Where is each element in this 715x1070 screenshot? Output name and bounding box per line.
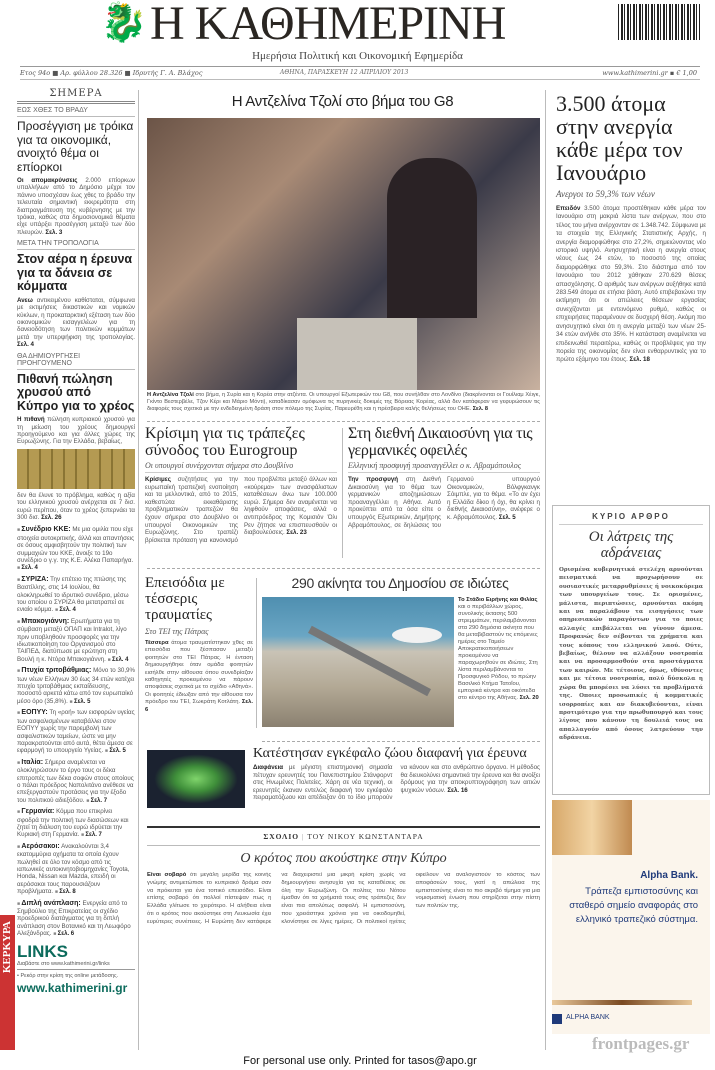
story-body: Διαφάνεια με μέγιστη επιστημονική σημασία πέτυχαν ερευνητές του Πανεπιστημίου Στάνφορντ στις Ηνωμένες Πολιτείες. Χάρη σε νέα τεχνική, οι ερευνητές έκαναν εντελώς διαφανή τον εγκέφαλο πειραματόζωου και απέδειξαν ότι το ίδιο μπορούν να κάνουν και στο ανθρώπινο όργανο. Η μέθοδος θα διευκολύνει σημαντικά την έρευνα και θα ανοίξει δρόμους για την αποκρυπτογράφηση των αιτιών ψυχικών νόσων. Σελ. 16 (253, 764, 540, 802)
brief-item[interactable]: ■ Διπλή ανάπλαση: Ενεργεία από το Σημβούλιο της Επικρατείας οι σχέδιο προεδρικού διατάγματος για τη διπλή ανάπλαση στον Βοτανικό και τη Λεωφόρο Αλεξάνδρας. ■ Σελ. 6 (17, 900, 135, 939)
divider (147, 568, 540, 569)
story-body: Επειδόν 3.500 άτομα προστέθηκαν κάθε μέρα τον Ιανουάριο στη μακριά λίστα των ανέργων, που στο τέλος του μήνα ανέρχονταν σε 1.348.742. Σύμφωνα με τα στοιχεία της Ελληνικής Στατιστικής Αρχής, η ανεργία διαμορφώθηκε στο 27,2%, σημειώνοντας νέο ιστορικό υψηλό. Ανησυχητική είναι η ανεργία στους νέους έως 24 ετών, το ποσοστό της οποίας διαμορφώθηκε στο 59,3%. Στο διάστημα από τον Ιανουάριο του 2012 χάθηκαν 270.629 θέσεις απασχόλησης. Ο αριθμός των ανέργων αυξήθηκε κατά 283.549 άτομα σε ετήσια βάση. Αυτό επιβεβαιώνει την εκτίμηση ότι οι απώλειες θέσεων εργασίας συνεχίζονται με εντεινόμενο ρυθμό, καθώς οι επιχειρήσεις παραμένουν σε δυσχερή θέση. Ακόμη πιο ανησυχητικό είναι ότι η ανεργία μεταξύ των νέων 25-34 ετών ανήλθε στο 35%. Η κατάσταση αναμένεται να επιδεινωθεί περαιτέρω, καθώς οι προβλέψεις για την πορεία της οικονομίας δεν είναι ενθαρρυντικές για το πρώτο εξάμηνο του έτους. Σελ. 18 (556, 205, 706, 364)
story-subtitle: Ανεργοι το 59,3% των νέων (556, 189, 655, 199)
story-body: Ανεω αντικειμένου καθίσταται, σύμφωνα με εκτιμήσεις δικαστικών και νομικών κύκλων, η προκαταρκτική εξέταση των δύο οικονομικών εισαγγελέων για τη δανειοδότηση των πολιτικών κομμάτων μετά την υπερψήφιση της τροπολογίας. Σελ. 4 (17, 296, 135, 349)
ad-logo-text: ALPHA BANK (566, 1014, 610, 1021)
links-title: LINKS (17, 941, 68, 961)
brain-photo (147, 750, 245, 808)
briefs (17, 526, 135, 938)
ad-text: Τράπεζα εμπιστοσύνης και σταθερό σημείο αναφοράς στο ελληνικό τραπεζικό σύστημα. (569, 886, 698, 925)
hague-story[interactable] (348, 425, 540, 529)
comment-section (147, 826, 540, 1044)
editorial-title[interactable]: Οι λάτρεις της αδράνειας (588, 529, 674, 561)
divider (147, 421, 540, 422)
divider (342, 428, 343, 558)
divider (20, 66, 700, 67)
story-kicker: ΜΕΤΑ ΤΗΝ ΤΡΟΠΟΛΟΓΙΑ (17, 240, 135, 250)
alpha-bank-logo-icon (552, 1014, 562, 1024)
links-text[interactable]: Διαβάστε στο www.kathimerini.gr/links (17, 961, 135, 970)
column-divider (138, 90, 139, 1050)
newspaper-subtitle: Ημερήσια Πολιτική και Οικονομική Εφημερίδα (252, 50, 463, 62)
story-subtitle: Ελληνική προσφυγή προαναγγέλλει ο κ. Αβραμόπουλος (348, 461, 540, 473)
gold-bars-photo (17, 449, 135, 489)
ad-stripe (552, 1000, 692, 1005)
brief-item[interactable]: ■ Γερμανία: Κόμμα που επικρίνει σφοδρά την πολιτική των διασώσεων και ζητεί τη διάλυση του ευρώ ιδρύεται την Κυριακή στη Γερμανία. ■ Σελ. 7 (17, 808, 135, 840)
section-title: ΣΗΜΕΡΑ (17, 88, 135, 104)
story-subtitle: Στο ΤΕΙ της Πάτρας (145, 627, 209, 636)
left-story[interactable] (17, 353, 135, 522)
barcode-icon (618, 4, 700, 40)
story-body: Κρίσιμες συζητήσεις για την ευρωπαϊκή τραπεζική ενοποίηση και τα μελλοντικά, από το 2015, καθεστώτα εκκαθάρισης προβληματικών τραπεζών θα έχουν σήμερα στο Δουβλίνο οι υπουργοί Οικονομικών της Ευρωζώνης. Στο τραπέζι βρίσκεται πρόταση για κανονισμό που προβλέπει μεταξύ άλλων και «κούρεμα» των ανασφάλιστων καταθέσεων άνω των 100.000 ευρώ. Σήμερα δεν αναμένεται να ληφθούν αποφάσεις, αλλά ο αντιπρόεδρος της Κομισιόν Όλι Ρεν ζήτησε να επισπευσθούν οι διαβουλεύσεις. Σελ. 23 (145, 476, 337, 544)
print-footer: For personal use only. Printed for tasos@apo.gr (243, 1055, 477, 1067)
story-title[interactable]: Προσέγγιση με τρόικα για τα οικονομικά, ανοιχτό θέμα οι επίορκοι (17, 119, 134, 174)
website-link[interactable]: www.kathimerini.gr (17, 980, 128, 995)
column-image (552, 800, 632, 855)
divider (256, 578, 257, 728)
frontpages-watermark: frontpages.gr (592, 1034, 690, 1053)
story-kicker: ΘΑ ΔΗΜΙΟΥΡΓΗΣΕΙ ΠΡΟΗΓΟΥΜΕΝΟ (17, 353, 135, 370)
links-item[interactable]: • Ρεκόρ στην κρίση της online μετάδοσης. (17, 972, 119, 979)
top-headline[interactable]: Η Αντζελίνα Τζολί στο βήμα του G8 (231, 93, 454, 110)
story-body-cont: δεν θα έλυνε το πρόβλημα, καθώς η αξία του ελληνικού χρυσού ανέρχεται σε 7 δισ. ευρώ περίπου, όταν το χρέος ξεπερνάει τα 300 δισ. Σελ. 26 (17, 491, 135, 521)
alpha-bank-ad[interactable] (552, 800, 710, 1034)
story-kicker: ΕΩΣ ΧΘΕΣ ΤΟ ΒΡΑΔΥ (17, 107, 135, 117)
left-story[interactable] (17, 240, 135, 348)
edition-info: Ετος 94ο ■ Αρ. φύλλου 28.326 ■ Ιδρυτής Γ. Α. Βλάχος (20, 69, 203, 77)
comment-author: ΤΟΥ ΝΙΚΟΥ ΚΩΝΣΤΑΝΤΑΡΑ (307, 832, 424, 841)
brief-item[interactable]: ■ Αερόσακοι: Ανακαλούνται 3,4 εκατομμύρια οχήματα τα οποία έχουν πωληθεί σε όλο τον κόσμο από τις ιαπωνικές αυτοκινητοβιομηχανίες Toyota, Honda, Nissan και Mazda, επειδή οι αερόσακοι τους παρουσιάζουν προβλήματα. ■ Σελ. 8 (17, 843, 135, 897)
griffin-logo-icon: 🐉 (100, 2, 148, 44)
newspaper-title: Η ΚΑΘΗΜΕΡΙΝΗ (150, 0, 506, 50)
brief-item[interactable]: ■ Συνέδριο ΚΚΕ: Με μια ομιλία που είχε στοιχεία αυτοκριτικής, άλλά και απαντήσεις σε όσους αμφισβητούν την πολιτική των συμμαχιών του ΚΚΕ, άνοιξε το 19ο συνέδριο ο γ.γ. της Κ.Ε. Αλέκα Παπαρήγα. ■ Σελ. 4 (17, 526, 135, 572)
brief-item[interactable]: ■ ΣΥΡΙΖΑ: Την επέτειο της πτώσης της Βαστίλλης, στις 14 Ιουλίου, θα ολοκληρωθεί το ιδρυτικό συνέδριο, μέσω του οποίου ο ΣΥΡΙΖΑ θα μετατραπεί σε ενιαίο κόμμα. ■ Σελ. 4 (17, 576, 135, 615)
brief-item[interactable]: ■ ΕΟΠΥΥ: Τη «ροή» των εισφορών υγείας των ασφαλισμένων καταβάλλει στον ΕΟΠΥΥ χωρίς την παρεμβολή των ασφαλιστικών ταμείων, ώστε να μην παρακρατούνται από αυτά, θέτει άμεσα σε εφαρμογή το υπουργείο Υγείας. ■ Σελ. 5 (17, 709, 135, 755)
editorial-label: ΚΥΡΙΟ ΑΡΘΡΟ (559, 512, 703, 525)
podium (297, 318, 417, 390)
comment-title[interactable]: Ο κρότος που ακούστηκε στην Κύπρο (240, 851, 447, 866)
story-title[interactable]: Πιθανή πώληση χρυσού από Κύπρο για το χρέος (17, 371, 135, 413)
story-title[interactable]: Επεισόδια με τέσσερις τραυματίες (145, 575, 225, 623)
column-divider (545, 90, 546, 1050)
site-and-price: www.kathimerini.gr ▪ € 1,00 (602, 69, 697, 77)
story-title[interactable]: Στη διεθνή Δικαιοσύνη για τις γερμανικές οφειλές (348, 425, 533, 459)
story-title[interactable]: Κατέστησαν εγκέφαλο ζώου διαφανή για έρευνα (253, 746, 527, 761)
brief-item[interactable]: ■ Πτυχία τριτοβάθμιας: Μόνο το 30,9% των νέων Ελλήνων 30 έως 34 ετών κατέχει πτυχίο τριτοβάθμιας εκπαίδευσης, ποσοστό αρκετά κάτω από τον ευρωπαϊκό μέσο όρο (35,8%). ■ Σελ. 5 (17, 667, 135, 706)
properties-body: Το Στάδιο Ειρήνης και Φιλίας και ο περιβάλλων χώρος, συνολικής έκτασης 500 στρεμμάτων, περιλαμβάνονται στα 290 δημόσια ακίνητα που θα μεταβιβαστούν τις επόμενες ημέρες στο Ταμείο Αποκρατικοποιήσεων προκειμένου να παραχωρηθούν σε ιδιώτες. Στη λίστα περιλαμβάνονται το Προσφυγικό Ρόδου, το πρώην Βασιλικό Κτήμα Τατοΐου, εμπορικά κέντρα και οικόπεδα στο κέντρο της Αθήνας. Σελ. 20 (458, 597, 539, 701)
left-column (17, 88, 135, 995)
story-body: Οι απομακρύνσεις 2.000 επίορκων υπαλλήλων από το Δημόσιο μέχρι τον πάνινο υποσχέσαν έως χθες το βράδυ την τελευταία σημαντική εκκρεμότητα στη διαπραγμάτευση της κυβέρνησης με την τρόικα, καθώς στα δημοσιονομικά θέματα είχε υπάρξει προσέγγιση μεταξύ των δύο πλευρών. Σελ. 3 (17, 177, 135, 236)
editorial-box[interactable] (552, 505, 710, 795)
brief-item[interactable]: ■ Μπακογιάννη: Ερωτήματα για τη σύμβαση μεταξύ ΟΠΑΠ και Intralot, λίγο πριν υποβληθούν προσφορές για την ιδιωτικοποίηση του Οργανισμού στο ΤΑΙΠΕΔ, διατύπωσε με ερώτηση στη Βουλή η κ. Ντόρα Μπακογιάννη. ■ Σελ. 4 (17, 618, 135, 664)
comment-header: ΣΧΟΛΙΟ | ΤΟΥ ΝΙΚΟΥ ΚΩΝΣΤΑΝΤΑΡΑ (263, 832, 424, 841)
patras-story[interactable] (145, 575, 253, 714)
stadium-aerial-photo (262, 597, 454, 727)
properties-headline[interactable]: 290 ακίνητα του Δημοσίου σε ιδιώτες (291, 575, 509, 591)
photo-caption: Η Αντζελίνα Τζολί στο βήμα, η Συρία και η Κορέα στην ατζέντα. Οι υπουργοί Εξωτερικών του G8, που συνήλθαν στο Λονδίνο (διακρίνονται οι Γουίλιαμ Χέιγκ, Γκίντο Βεστερβέλε, Τζον Κέρι και Μάριο Μόντι), καταδίκασαν ομόφωνα τις πυρηνικές δοκιμές της Βόρειας Κορέας, αλλά δεν κατάφεραν να γεφυρώσουν τις διαφορές τους σχετικά με την ενδεδειγμένη δράση στον πόλεμο της Συρίας. Παρευρέθη και η πρέσβειρα καλής θελήσεως του ΟΗΕ. Σελ. 8 (147, 392, 540, 412)
masthead (0, 0, 715, 85)
stadium-shape (392, 627, 442, 643)
divider (262, 741, 540, 742)
left-story[interactable] (17, 107, 135, 236)
story-body: Η πιθανή πώληση κυπριακού χρυσού για τη μείωση του χρέους δημιουργεί προηγούμενο και για άλλες χώρες της Ευρωζώνης. Για την Ελλάδα, βεβαίως, (17, 416, 135, 446)
insert-label: ΚΕΡΚΥΡΑ (1, 921, 13, 974)
speaker-figure (387, 158, 477, 318)
brain-story[interactable] (253, 746, 540, 802)
story-title[interactable]: 3.500 άτομα στην ανεργία κάθε μέρα τον Ιανουάριο (556, 91, 683, 185)
story-body: Την προσφυγή στη Διεθνή Δικαιοσύνη για το θέμα των γερμανικών αποζημιώσεων προαναγγέλλει η Αθήνα. Αυτό προκύπτει από τα όσα είπε ο υπουργός Εξωτερικών, Δημήτρης Αβραμόπουλος, σε δηλώσεις του Γερμανού υπουργού Οικονομικών, Βόλφγκανγκ Σόιμπλε, για το θέμα. «Το αν έχει η Ελλάδα δίκιο ή όχι, θα κρίνει η διεθνής Δικαιοσύνη», ανέφερε ο κ. Αβραμόπουλος. Σελ. 5 (348, 476, 540, 529)
unemployment-story[interactable] (556, 92, 706, 495)
links-box (17, 943, 135, 995)
g8-photo (147, 118, 540, 390)
ad-brand: Alpha Bank. (640, 870, 698, 881)
comment-body: Είναι σοβαρό ότι μεγάλη μερίδα της κοινής γνώμης αντιμετώπισε το κυπριακό δράμα σαν να πρόκειται για ένα τοπικό επεισόδιο. Είναι επίσης σοβαρό ότι πολλοί πίστεψαν πως η Ελλάδα γλίτωσε το χειρότερο. Η αλήθεια είναι ότι ο κρότος που ακούστηκε στη Λευκωσία έχει ευρύτερες συνέπειες. Η Ευρώπη δεν κατάφερε να διαχειριστεί μια μικρή κρίση χωρίς να δημιουργήσει ανησυχία για τις καταθέσεις σε όλη την Ευρωζώνη. Οι πολίτες του Νότου έμαθαν ότι τα χρήματά τους στις τράπεζες δεν είναι πια απολύτως ασφαλή. Η εμπιστοσύνη, που χρειάστηκε χρόνια για να οικοδομηθεί, κλονίστηκε σε λίγες ημέρες. Οι πολιτικοί ηγέτες οφείλουν να αναλογιστούν το κόστος των αποφάσεών τους, γιατί η απώλεια της εμπιστοσύνης είναι το πιο ακριβό τίμημα για μια νομισματική ένωση που στηρίζεται στην πίστη των πολιτών της. (147, 872, 540, 925)
story-subtitle: Οι υπουργοί συνέρχονται σήμερα στο Δουβλίνο (145, 461, 337, 473)
divider (20, 79, 700, 80)
editorial-body: Ορισμένα κυβερνητικά στελέχη αρνούνται πεισματικά να προχωρήσουν σε ουσιαστικές μεταρρυθμίσεις ή νοικοκύρεμα των υπουργείων τους. Σε ορισμένες, μάλιστα, περιπτώσεις, αρνούνται ακόμη και να παραλάβουν τα εισηγήσεις των οπηρεσιακών παραγόντων για το ποιες αλλαγές επιβάλλεται να γίνουν άμεσα. Προφανώς δεν σέβονται τα χρήματα και τους κόπους του ελληνικού λαού. Ούτε, βεβαίως, θέλουν να αλλάξουν νοοτροπία και να προσαρμοσθούν στα προστάγματα των καιρών. Με τέτοιους, όμως, ιθύνοντες και με τέτοια νοοτροπία, πολύ δύσκολα η χώρα θα μπορέσει να λύσει τα προβλήματά της. Οποιες προσωπικές ή κομματικές ισορροπίες και αν διακυβεύονται, είναι προτιμότερο για την πρωθυπουργό και τους λίγους που κάνουν τη δουλειά τους να απαλλαγούν από όσους λατρεύουν την αδράνεια. (559, 567, 703, 742)
eurogroup-story[interactable] (145, 425, 337, 544)
issue-date: ΑΘΗΝΑ, ΠΑΡΑΣΚΕΥΗ 12 ΑΠΡΙΛΙΟΥ 2013 (280, 69, 409, 76)
story-title[interactable]: Στον αέρα η έρευνα για τα δάνεια σε κόμματα (17, 252, 133, 294)
divider (147, 845, 540, 846)
story-title[interactable]: Κρίσιμη για τις τράπεζες σύνοδος του Eurogroup (145, 425, 305, 459)
kerkyra-insert[interactable] (0, 915, 15, 1050)
comment-label: ΣΧΟΛΙΟ (263, 832, 300, 841)
divider (147, 826, 540, 828)
story-body: Τέσσερα άτομα τραυματίστηκαν χθες σε επεισόδια που ξέσπασαν μεταξύ φοιτητών στο ΤΕΙ Πάτρας. Η ένταση δημιουργήθηκε όταν ομάδα φοιτητών εισήλθε στην αίθουσα όπου συνεδρίαζαν καθηγητές προκειμένου να πάρουν αποφάσεις σχετικά με το σχέδιο «Αθηνά». Οι φοιτητές έδιωξαν από την αίθουσα τον πρόεδρο του ΤΕΙ, Σωκράτη Κοτλάτη. Σελ. 6 (145, 640, 253, 713)
brief-item[interactable]: ■ Ιταλία: Σήμερα αναμένεται να ολοκληρώσουν το έργο τους οι δέκα επιτροπές των δέκα σοφών στους οποίους ο πάλαι πρόεδρος Ναπολιτάνο ανέθεσε να επεξεργαστούν προτάσεις για την έξοδο του πολιτικού αδιεξόδου. ■ Σελ. 7 (17, 759, 135, 805)
